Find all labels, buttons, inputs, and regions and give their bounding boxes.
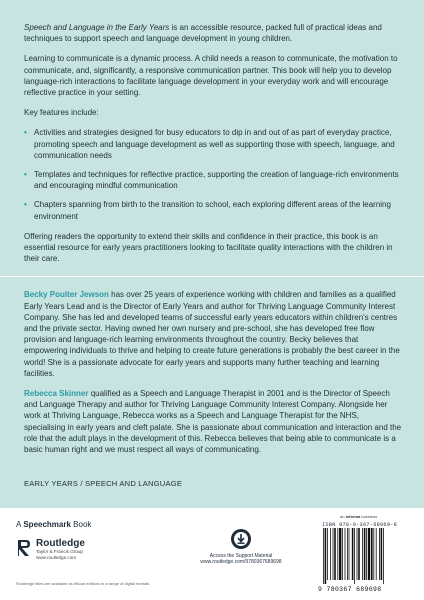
barcode-bar bbox=[323, 528, 324, 584]
barcode-bar bbox=[347, 528, 348, 580]
author-name-1: Becky Poulter Jewson bbox=[24, 290, 109, 300]
support-material-block bbox=[196, 528, 286, 565]
author-bio-2 bbox=[24, 388, 402, 455]
author-bio-text-2: qualified as a Speech and Language Therapist in 2001 and is the Director of Speech and Language Therapy and author for Thriving Language Community Interest Company. Alongside her work at Thriving Language, Rebecca works as a Speech and Language Therapist for the NHS, specialising in early years and cleft palate. She is passionate about communication and interaction and the role that the adult plays in the development of this. Rebecca believes that being able to communicate is a basic human right and we must respect all ways of communicating. bbox=[24, 389, 402, 455]
feature-text: Templates and techniques for reflective practice, supporting the creation of language-rich environments and encouraging mindful communication bbox=[34, 170, 399, 191]
publisher-group: Taylor & Francis Group bbox=[36, 549, 83, 554]
features-list bbox=[24, 127, 402, 221]
barcode-bar bbox=[373, 528, 374, 580]
imprint-label bbox=[16, 519, 91, 530]
feature-item bbox=[24, 127, 402, 161]
informa-brand: informa bbox=[345, 514, 361, 519]
barcode-bar bbox=[354, 528, 355, 584]
imprint-brand: Speechmark bbox=[23, 520, 71, 529]
routledge-logo-icon bbox=[16, 538, 32, 558]
barcode-bar bbox=[325, 528, 327, 584]
barcode-bar bbox=[333, 528, 334, 580]
barcode-bar bbox=[345, 528, 346, 580]
feature-item bbox=[24, 199, 402, 221]
author-bio-1 bbox=[24, 289, 402, 379]
support-url: www.routledge.com/9780367689698 bbox=[200, 559, 282, 565]
subject-category: EARLY YEARS / SPEECH AND LANGUAGE bbox=[24, 479, 183, 488]
author-bio-text-1: has over 25 years of experience working with children and families as a qualified Early Years Lead and is the Director of Early Years and author for Thriving Language Community Interest Company. She has led and developed teams of successful early years educators within children's centres and the private sector. Having owned her own nursery and pre-school, she has developed free flow provision and language-rich learning environments throughout the country. Becky believes that empowering individuals to thrive and helping to create future generations is probably the best career in the world! She is a passionate advocate for early years and supports many further teaching and learning facilities. bbox=[24, 290, 400, 378]
informa-prefix: an bbox=[340, 514, 346, 519]
barcode-bar bbox=[364, 528, 366, 580]
barcode-bar bbox=[381, 528, 383, 580]
barcode-bar bbox=[349, 528, 350, 580]
intro-rest: is an accessible resource, packed full of practical ideas and techniques to support speech and language development in young children. bbox=[24, 23, 382, 44]
bullet-icon: • bbox=[24, 128, 27, 138]
author-name-2: Rebecca Skinner bbox=[24, 389, 89, 399]
process-paragraph: Learning to communicate is a dynamic process. A child needs a reason to communicate, the motivation to communicate, and, significantly, a responsive communication partner. This book will help you to develop language-rich interactions to facilitate language development in your everyday work and will encourage reflective practice in your setting. bbox=[24, 54, 398, 98]
barcode-bar bbox=[330, 528, 331, 580]
closing-paragraph: Offering readers the opportunity to extend their skills and confidence in their practice, this book is an essential resource for early years practitioners looking to facilitate quality interactions with the children in their care. bbox=[24, 231, 393, 264]
barcode-bar bbox=[383, 528, 384, 584]
imprint-prefix: A bbox=[16, 520, 22, 529]
barcode-bar bbox=[334, 528, 336, 580]
barcode-bar bbox=[358, 528, 360, 580]
feature-text: Chapters spanning from birth to the transition to school, each exploring different areas of the learning environment bbox=[34, 200, 391, 221]
publisher-url: www.routledge.com bbox=[36, 555, 77, 560]
barcode-bar bbox=[357, 528, 358, 580]
section-divider bbox=[0, 276, 424, 277]
book-title-em: Speech and Language in the Early Years bbox=[24, 23, 170, 32]
barcode-bar bbox=[352, 528, 354, 580]
publisher-name: Routledge bbox=[36, 538, 85, 549]
barcode-bar bbox=[342, 528, 343, 580]
isbn-label: ISBN 978-0-367-68969-8 bbox=[322, 522, 398, 528]
barcode-bar bbox=[371, 528, 373, 580]
support-material-icon bbox=[230, 528, 252, 550]
imprint-suffix: Book bbox=[70, 520, 92, 529]
barcode bbox=[322, 528, 408, 584]
bullet-icon: • bbox=[24, 170, 27, 180]
bullet-icon: • bbox=[24, 200, 27, 210]
intro-paragraph bbox=[24, 22, 402, 44]
key-features-heading: Key features include: bbox=[24, 108, 99, 118]
ebook-note: Routledge titles are available as eBook editions in a range of digital formats bbox=[16, 581, 150, 586]
barcode-bar bbox=[376, 528, 377, 580]
support-title: Access the Support Material bbox=[209, 553, 273, 559]
barcode-bar bbox=[366, 528, 367, 580]
barcode-bar bbox=[362, 528, 363, 580]
barcode-bar bbox=[379, 528, 380, 580]
informa-suffix: business bbox=[360, 514, 378, 519]
barcode-bar bbox=[327, 528, 328, 580]
cover-text-area bbox=[24, 22, 402, 464]
barcode-digits: 9 780367 689698 bbox=[318, 586, 382, 593]
routledge-wordmark bbox=[36, 538, 85, 561]
feature-text: Activities and strategies designed for busy educators to dip in and out of as part of everyday practice, promoting speech and language development as well as supporting those with speech, language, and communication needs bbox=[34, 128, 395, 160]
barcode-bar bbox=[339, 528, 341, 580]
feature-item bbox=[24, 169, 402, 191]
barcode-bar bbox=[337, 528, 338, 580]
barcode-bar bbox=[368, 528, 370, 580]
